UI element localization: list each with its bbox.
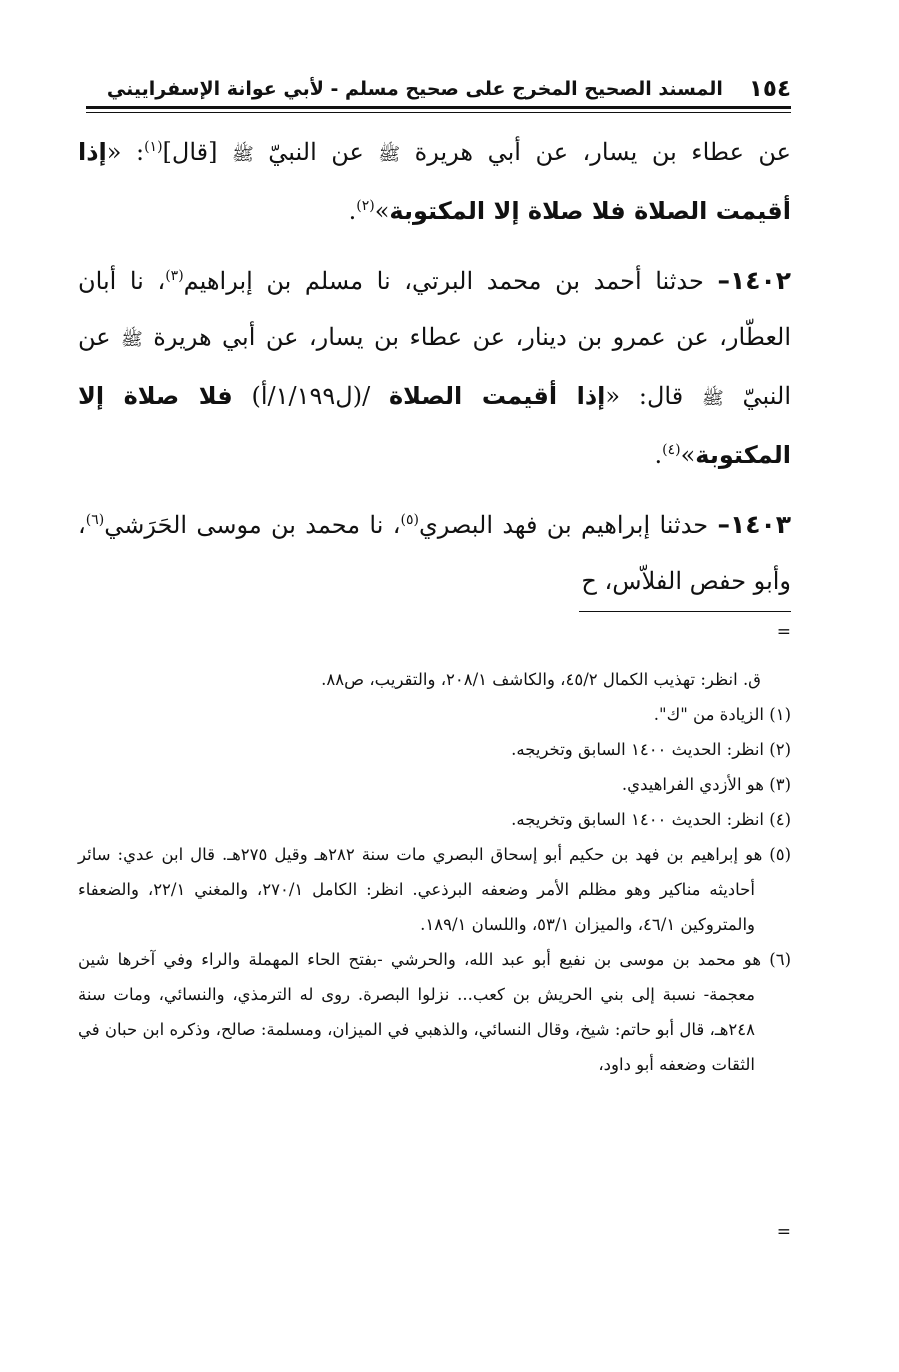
hadith-text: إذا أقيمت الصلاة فلا صلاة إلا المكتوبة (78, 138, 791, 225)
manuscript-ref: /(ل١/١٩٩/أ) (232, 382, 389, 410)
footnote-ref-4: (٤) (662, 442, 681, 458)
hadith-number: ١٤٠٢– (717, 266, 791, 295)
paragraph-1: عن عطاء بن يسار، عن أبي هريرة ﷺ عن النبيّ ﷺ [قال]$^{(١)}$: «إذا أقيمت الصلاة فلا صلاة إلا المكتوبة»$^{(٢)}$. (78, 138, 791, 225)
hadith-text: إذا أقيمت الصلاة (389, 382, 606, 410)
header-rule-thick (86, 106, 791, 109)
footnote-ref-1: (١) (144, 139, 163, 155)
header-rule-thin (86, 112, 791, 113)
honorific-glyph: ﷺ (378, 144, 401, 165)
footnote-ref-2: (٢) (356, 198, 375, 214)
honorific-glyph: ﷺ (232, 144, 254, 165)
hadith-text: فلا صلاة إلا المكتوبة (78, 382, 791, 469)
footnote-ref-5: (٥) (400, 512, 419, 528)
main-text (78, 124, 791, 623)
continuation-mark-end: = (776, 1222, 791, 1242)
footnote: (٥) هو إبراهيم بن فهد بن حكيم أبو إسحاق البصري مات سنة ٢٨٢هـ وقيل ٢٧٥هـ. قال ابن عدي: سائر أحاديثه مناكير وهو مظلم الأمر وضعفه البرذعي. انظر: الكامل ٢٧٠/١، والمغني ٢٢/١، والضعفاء والمتروكين ٤٦/١، والميزان ٥٣/١، واللسان ١٨٩/١. (78, 845, 791, 934)
paragraph-1403: ١٤٠٣– حدثنا إبراهيم بن فهد البصري$^{(٥)}$، نا محمد بن موسى الحَرَشي$^{(٦)}$، وأبو حفص الفلاّس، ح (78, 510, 791, 595)
footnotes (78, 662, 791, 1082)
header-title: المسند الصحيح المخرج على صحيح مسلم - لأبي عوانة الإسفراييني (106, 78, 723, 100)
honorific-glyph: ﷺ (121, 329, 143, 350)
footnote: (٣) هو الأزدي الفراهيدي. (621, 775, 791, 794)
hadith-number: ١٤٠٣– (717, 510, 791, 539)
page-number: ١٥٤ (748, 76, 791, 102)
honorific-glyph: ﷺ (701, 388, 724, 409)
continuation-mark: = (776, 622, 791, 642)
footnote-continued: ق. انظر: تهذيب الكمال ٤٥/٢، والكاشف ٢٠٨/١، والتقريب، ص٨٨. (321, 670, 761, 689)
footnote: (٢) انظر: الحديث ١٤٠٠ السابق وتخريجه. (511, 740, 791, 759)
footnote-ref-6: (٦) (85, 512, 105, 528)
running-header (86, 72, 791, 106)
footnote: (٤) انظر: الحديث ١٤٠٠ السابق وتخريجه. (511, 810, 791, 829)
paragraph-1402: ١٤٠٢– حدثنا أحمد بن محمد البرتي، نا مسلم بن إبراهيم$^{(٣)}$، نا أبان العطّار، عن عمرو بن دينار، عن عطاء بن يسار، عن أبي هريرة ﷺ عن النبيّ ﷺ قال: «إذا أقيمت الصلاة /(ل١/١٩٩/أ) فلا صلاة إلا المكتوبة»$^{(٤)}$. (78, 266, 792, 469)
footnote-separator (579, 611, 791, 612)
footnote-ref-3: (٣) (165, 268, 184, 284)
footnote: (١) الزيادة من "ك". (653, 705, 791, 724)
footnote: (٦) هو محمد بن موسى بن نفيع أبو عبد الله، والحرشي -بفتح الحاء المهملة والراء وفي آخرها شين معجمة- نسبة إلى بني الحريش بن كعب... نزلوا البصرة. روى له الترمذي، والنسائي، ومات سنة ٢٤٨هـ، قال أبو حاتم: شيخ، وقال النسائي، والذهبي في الميزان، ومسلمة: صالح، وذكره ابن حبان في الثقات وضعفه أبو داود، (78, 950, 791, 1074)
